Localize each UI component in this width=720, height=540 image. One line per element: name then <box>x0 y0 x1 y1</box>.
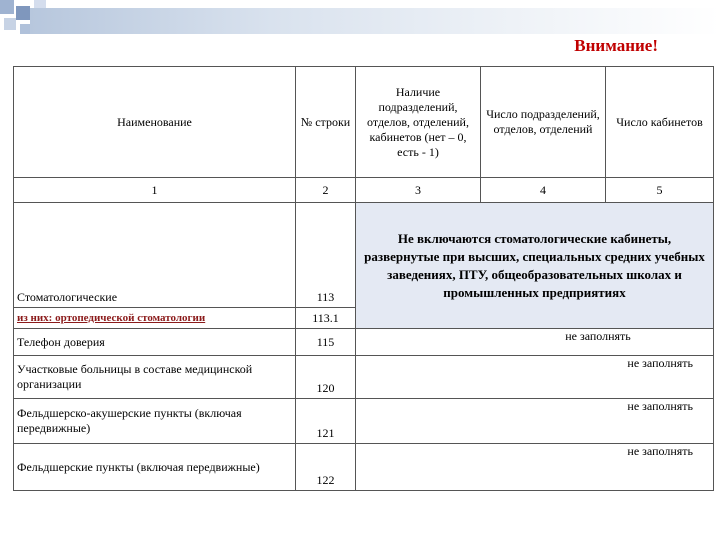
row-number: 122 <box>296 444 356 491</box>
column-number: 2 <box>296 178 356 203</box>
dental-note: Не включаются стоматологические кабинеты, развернутые при высших, специальных средних учебных заведениях, ПТУ, общеобразовательных школах и промышленных предприятиях <box>356 203 714 329</box>
column-number: 3 <box>356 178 481 203</box>
decor-square <box>0 0 14 14</box>
column-header-line-number: № строки <box>296 67 356 178</box>
attention-label: Внимание! <box>574 36 658 55</box>
row-number: 115 <box>296 329 356 356</box>
column-number: 5 <box>606 178 714 203</box>
row-name: Участковые больницы в составе медицинской организации <box>14 356 296 399</box>
row-name: из них: ортопедической стоматологии <box>14 308 296 329</box>
row-name: Фельдшерские пункты (включая передвижные) <box>14 444 296 491</box>
table-row <box>14 356 714 399</box>
column-header-cabinets-count: Число кабинетов <box>606 67 714 178</box>
table-header-row <box>14 67 714 178</box>
row-name: Телефон доверия <box>14 329 296 356</box>
row-name: Стоматологические <box>14 203 296 308</box>
table-row <box>14 444 714 491</box>
header-gradient-bar <box>30 8 720 34</box>
decor-square <box>4 18 16 30</box>
row-number: 113.1 <box>296 308 356 329</box>
table-row <box>14 203 714 308</box>
column-header-name: Наименование <box>14 67 296 178</box>
report-table <box>13 66 714 491</box>
do-not-fill-note: не заполнять <box>356 444 714 491</box>
column-number: 1 <box>14 178 296 203</box>
column-numbers-row <box>14 178 714 203</box>
column-header-units-count: Число подразделений, отделов, отделений <box>481 67 606 178</box>
row-number: 120 <box>296 356 356 399</box>
do-not-fill-note: не заполнять <box>356 399 714 444</box>
do-not-fill-note: не заполнять <box>356 356 714 399</box>
table-row <box>14 399 714 444</box>
do-not-fill-note: не заполнять <box>356 329 714 356</box>
decor-square <box>16 6 30 20</box>
row-number: 121 <box>296 399 356 444</box>
row-number: 113 <box>296 203 356 308</box>
decor-square <box>34 0 46 8</box>
decor-square <box>20 24 30 34</box>
column-header-presence: Наличие подразделений, отделов, отделений, кабинетов (нет – 0, есть - 1) <box>356 67 481 178</box>
row-name: Фельдшерско-акушерские пункты (включая передвижные) <box>14 399 296 444</box>
table-row <box>14 329 714 356</box>
column-number: 4 <box>481 178 606 203</box>
